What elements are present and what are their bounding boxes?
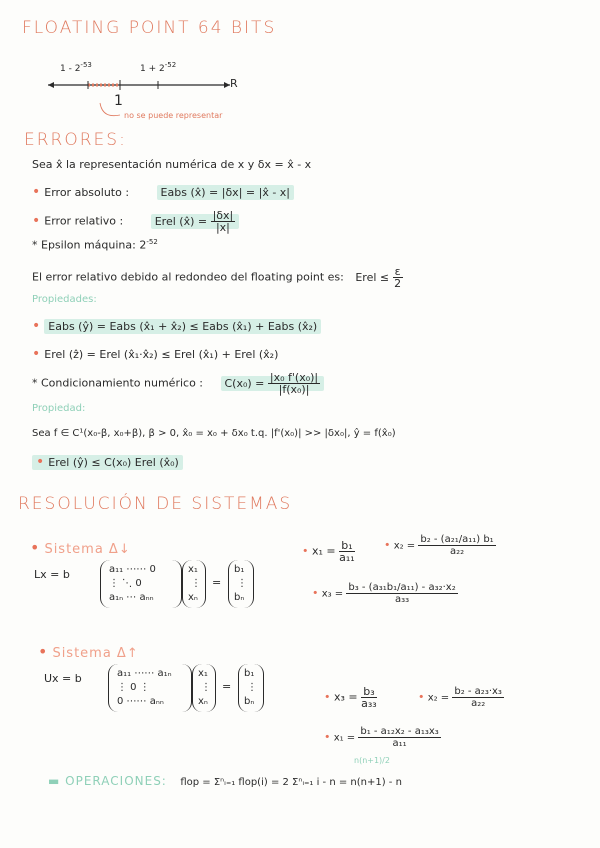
upper-vector-x: x₁ ⋮ xₙ [192,664,216,712]
errores-heading: ERRORES: [24,130,127,150]
page-title: FLOATING POINT 64 BITS [22,18,277,38]
rounding-row: El error relativo debido al redondeo del floating point es: Erel ≤ $\frac{\varepsilon}{2}$ [32,265,402,290]
conditioning-formula: C(x₀) = $\frac{\text{|x₀ f'(x₀)|}}{\text{|f(x₀)|}}$ [221,376,325,391]
property-2: • Erel (ẑ) = Erel (x̂₁·x̂₂) ≤ Erel (x̂₁) + Erel (x̂₂) [32,346,279,362]
epsilon-row: * Epsilon máquina: $2^{-52}$ [32,238,158,252]
upper-matrix-U: a₁₁ ⋯⋯ a₁ₙ ⋮ 0 ⋮ 0 ⋯⋯ aₙₙ [108,664,192,712]
bullet-icon: • [32,184,41,200]
upper-system-label: • Sistema Δ↑ [38,642,139,661]
upper-sol-x2: • x₂ = $\frac{\text{b₂ - a₂₃·x₃}}{\text{a₂₂}}$ [418,686,502,709]
lower-equation: Lx = b [34,568,70,581]
properties-label: Propiedades: [32,294,97,305]
upper-equation: Ux = b [44,672,82,685]
axis-label: R [230,77,238,90]
rel-error-formula: Erel (x̂) = $\frac{|\delta x|}{|x|}$ [151,214,240,229]
lower-sol-x1: • x₁ = $\frac{\text{b₁}}{\text{a₁₁}}$ [302,539,355,564]
left-bound-label: $1 - 2^{-53}$ [60,61,92,74]
conditioning-row: * Condicionamiento numérico : C(x₀) = $\frac{\text{|x₀ f'(x₀)|}}{\text{|f(x₀)|}}$ [32,372,324,395]
abs-error-label: Error absoluto : [44,186,130,199]
number-line [40,55,240,125]
operaciones-row [48,774,402,788]
bullet-icon: • [32,212,41,229]
propiedad-label: Propiedad: [32,403,86,414]
operaciones-label: ▬ OPERACIONES: [48,774,167,788]
right-bound-label: $1 + 2^{-52}$ [140,61,177,74]
propiedad-text: Sea f ∈ C¹(x₀-β, x₀+β), β > 0, x̂₀ = x₀ + δx₀ t.q. |f'(x₀)| >> |δx₀|, ŷ = f(x̂₀) [32,428,396,439]
lower-vector-b: b₁ ⋮ bₙ [228,560,254,608]
errores-intro: Sea x̂ la representación numérica de x y δx = x̂ - x [32,158,312,171]
upper-vector-b: b₁ ⋮ bₙ [238,664,264,712]
one-label: 1 [114,93,123,109]
upper-sol-x3: • x₃ = $\frac{\text{b₃}}{\text{a₃₃}}$ [324,685,377,710]
abs-error-formula: Eabs (x̂) = |δx| = |x̂ - x| [157,185,294,200]
property-1: • Eabs (ŷ) = Eabs (x̂₁ + x̂₂) ≤ Eabs (x̂₁) + Eabs (x̂₂) [32,318,321,334]
lower-sol-x2: • x₂ = $\frac{\text{b₂ - (a₂₁/a₁₁) b₁}}{\text{a₂₂}}$ [384,534,494,557]
sistemas-heading: RESOLUCIÓN DE SISTEMAS [18,494,293,514]
lower-vector-x: x₁ ⋮ xₙ [182,560,206,608]
brace-note: n(n+1)/2 [354,756,390,765]
abs-error-row [32,184,294,200]
rel-error-label: Error relativo : [44,214,124,228]
lower-system-label: • Sistema Δ↓ [30,538,131,557]
lower-matrix-A: a₁₁ ⋯⋯ 0 ⋮ ⋱ 0 a₁ₙ ⋯ aₙₙ [100,560,182,608]
upper-sol-x1: • x₁ = $\frac{\text{b₁ - a₁₂x₂ - a₁₃x₃}}{\text{a₁₁}}$ [324,726,439,749]
lower-sol-x3: • x₃ = $\frac{\text{b₃ - (a₃₁b₁/a₁₁) - a₃₂·x₂}}{\text{a₃₃}}$ [312,582,456,605]
not-representable-note: no se puede representar [124,111,223,120]
operaciones-formula: flop = Σⁿᵢ₌₁ flop(i) = 2 Σⁿᵢ₌₁ i - n = n(n+1) - n [180,777,402,788]
rel-error-row [32,210,239,233]
propiedad-result: • Erel (ŷ) ≤ C(x₀) Erel (x̂₀) [32,454,183,470]
